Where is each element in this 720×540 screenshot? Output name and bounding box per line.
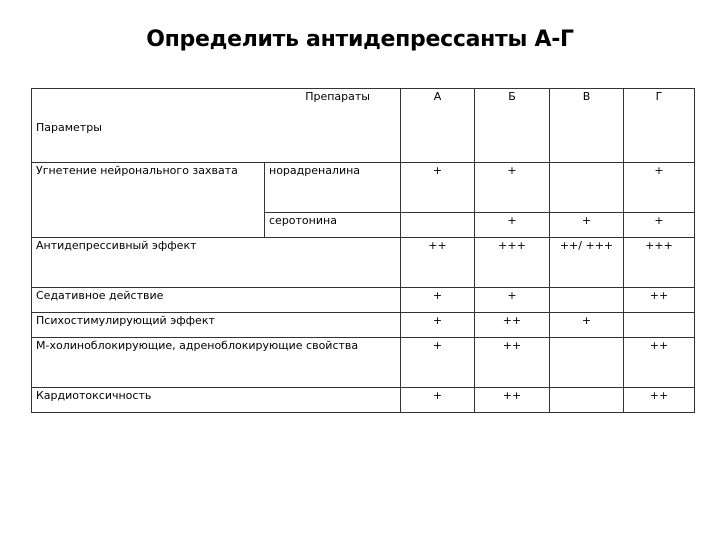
header-row (32, 89, 695, 163)
value-cell (401, 213, 475, 238)
table-row (32, 163, 695, 213)
table-row (32, 388, 695, 413)
value-cell: + (550, 213, 624, 238)
value-cell: +++ (475, 238, 550, 288)
value-cell: ++ (624, 388, 695, 413)
value-cell: ++ (401, 238, 475, 288)
table-row (32, 288, 695, 313)
preparations-label: Препараты (305, 90, 370, 103)
value-cell: + (401, 288, 475, 313)
value-cell (550, 163, 624, 213)
value-cell (624, 313, 695, 338)
value-cell: ++ (475, 388, 550, 413)
drug-header-b: Б (475, 89, 550, 163)
value-cell: ++/ +++ (550, 238, 624, 288)
value-cell: + (401, 338, 475, 388)
value-cell: ++ (475, 313, 550, 338)
param-label: Угнетение нейронального захвата (32, 163, 265, 238)
table-row (32, 338, 695, 388)
value-cell: + (475, 213, 550, 238)
value-cell (550, 388, 624, 413)
value-cell: + (550, 313, 624, 338)
sub-param-label: норадреналина (265, 163, 401, 213)
value-cell: + (401, 388, 475, 413)
value-cell: + (624, 163, 695, 213)
value-cell: ++ (624, 338, 695, 388)
table-row (32, 313, 695, 338)
param-label: Кардиотоксичность (32, 388, 401, 413)
value-cell: + (624, 213, 695, 238)
value-cell: +++ (624, 238, 695, 288)
value-cell: ++ (475, 338, 550, 388)
sub-param-label: серотонина (265, 213, 401, 238)
value-cell: + (475, 163, 550, 213)
value-cell (550, 288, 624, 313)
value-cell: + (401, 163, 475, 213)
parameters-label: Параметры (36, 121, 102, 134)
value-cell (550, 338, 624, 388)
param-label: М-холиноблокирующие, адреноблокирующие свойства (32, 338, 401, 388)
value-cell: ++ (624, 288, 695, 313)
param-label: Психостимулирующий эффект (32, 313, 401, 338)
param-label: Седативное действие (32, 288, 401, 313)
value-cell: + (401, 313, 475, 338)
page-title: Определить антидепрессанты А-Г (146, 27, 574, 52)
value-cell: + (475, 288, 550, 313)
drug-header-v: В (550, 89, 624, 163)
param-label: Антидепрессивный эффект (32, 238, 401, 288)
header-corner-cell (32, 89, 401, 163)
drug-header-a: А (401, 89, 475, 163)
drug-header-g: Г (624, 89, 695, 163)
antidepressant-table (31, 88, 695, 413)
table-row (32, 238, 695, 288)
